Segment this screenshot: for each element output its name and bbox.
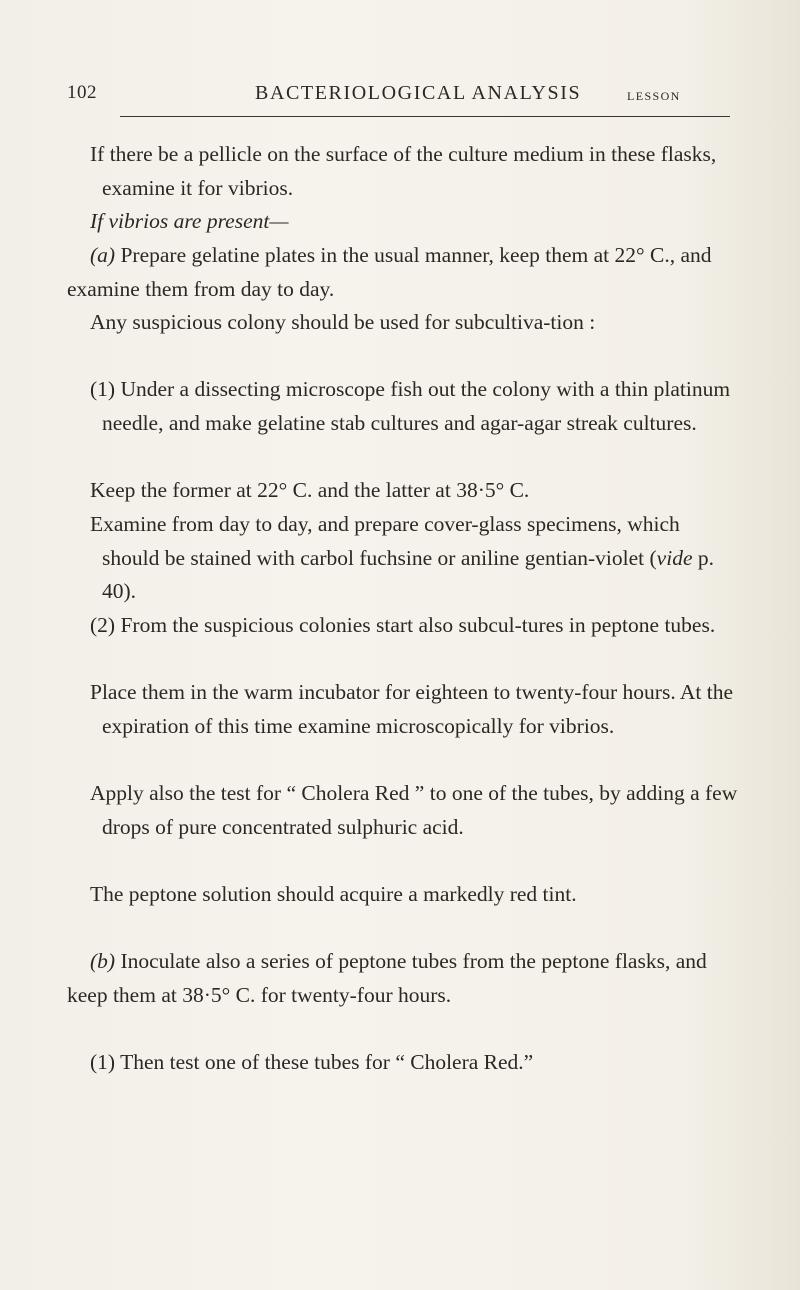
paragraph-text: Prepare gelatine plates in the usual manner, keep them at 22° C., and examine them from day to day. (67, 243, 712, 301)
paragraph-text: Under a dissecting microscope fish out the colony with a thin platinum needle, and make gelatine stab cultures and agar-agar streak cultures. (102, 377, 731, 435)
paragraph-cholera-red-test (90, 777, 742, 844)
item-label: (a) (90, 243, 116, 267)
paragraph-text: Keep the former at 22° C. and the latter at 38·5° C. (90, 478, 530, 502)
header-rule (120, 116, 730, 117)
paragraph-b-inoculate (67, 945, 730, 1012)
item-label: (b) (90, 949, 116, 973)
paragraph-1-dissecting-microscope (90, 373, 742, 440)
running-title: BACTERIOLOGICAL ANALYSIS (255, 82, 582, 104)
paragraph-text: Place them in the warm incubator for eighteen to twenty-four hours. At the expiration of this time examine microscopically for vibrios. (90, 680, 734, 738)
running-section-label: LESSON (627, 89, 681, 103)
item-label: (1) (90, 1050, 116, 1074)
italic-vide: vide (656, 545, 693, 570)
paragraph-a-gelatine-plates (67, 239, 730, 306)
paragraph-2-subcultures (90, 609, 742, 643)
paragraph-examine-daily (90, 508, 742, 609)
item-label: (1) (90, 377, 116, 401)
italic-heading: If vibrios are present— (90, 209, 289, 233)
paragraph-pellicle (90, 138, 742, 205)
paragraph-text-end: p. 40). (102, 545, 714, 603)
paragraph-warm-incubator (90, 676, 742, 743)
paragraph-text: Then test one of these tubes for “ Cholera Red.” (120, 1050, 534, 1074)
page-header (0, 82, 800, 110)
paragraph-if-vibrios-present (90, 205, 742, 239)
paragraph-text: The peptone solution should acquire a markedly red tint. (90, 882, 577, 906)
page-number: 102 (67, 82, 97, 103)
paragraph-text: If there be a pellicle on the surface of the culture medium in these flasks, examine it for vibrios. (90, 142, 717, 200)
paragraph-1-test-tube (67, 1046, 730, 1080)
paragraph-text: From the suspicious colonies start also subcul-tures in peptone tubes. (120, 613, 716, 637)
item-label: (2) (90, 613, 116, 637)
paragraph-text: Apply also the test for “ Cholera Red ” to one of the tubes, by adding a few drops of pure concentrated sulphuric acid. (90, 781, 738, 839)
paragraph-keep-former (90, 474, 742, 508)
paragraph-text: Examine from day to day, and prepare cover-glass specimens, which should be stained with carbol fuchsine or aniline gentian-violet ( (90, 512, 680, 570)
paragraph-text: Inoculate also a series of peptone tubes from the peptone flasks, and keep them at 38·5° C. for twenty-four hours. (67, 949, 707, 1007)
paragraph-peptone-red-tint (90, 878, 742, 912)
paragraph-suspicious-colony (90, 306, 742, 340)
paragraph-text: Any suspicious colony should be used for subcultiva-tion : (90, 310, 596, 334)
